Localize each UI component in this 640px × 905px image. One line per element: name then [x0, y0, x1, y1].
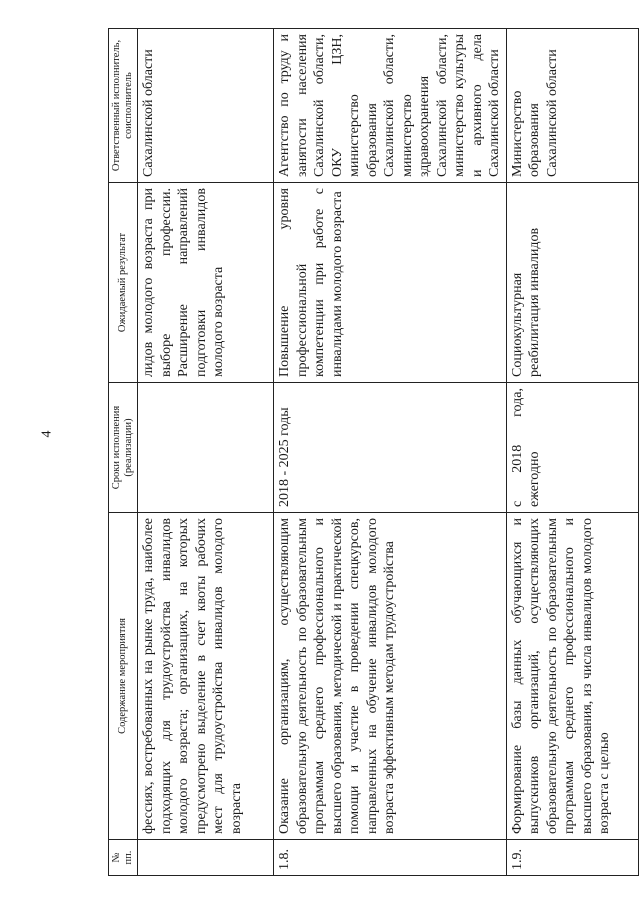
header-responsible: Ответственный исполнитель, соисполнитель: [109, 29, 138, 183]
cell-num: 1.8.: [274, 840, 507, 876]
cell-content: Формирование базы данных обучающихся и выпускников организаций, осуществляющих образовательную деятельность по образовательным программам среднего профессионального и высшего образования, из числа инвалидов молодого возраста с целью: [506, 513, 638, 840]
table-row: [138, 29, 274, 876]
cell-result: Повышение уровня профессиональной компетенции при работе с инвалидами молодого возраста: [274, 183, 507, 383]
cell-responsible: Сахалинской области: [138, 29, 274, 183]
measures-table: [108, 28, 639, 876]
header-content: Содержание мероприятия: [109, 513, 138, 840]
table-row: [506, 29, 638, 876]
header-terms: Сроки исполнения (реализации): [109, 383, 138, 513]
header-num: № пп.: [109, 840, 138, 876]
table-header-row: [109, 29, 138, 876]
rotated-table: [108, 29, 631, 876]
cell-responsible: Министерство образования Сахалинской области: [506, 29, 638, 183]
cell-terms: [138, 383, 274, 513]
table-row: [274, 29, 507, 876]
cell-num: 1.9.: [506, 840, 638, 876]
cell-result: лидов молодого возраста при выборе профессии. Расширение направлений подготовки инвалидов молодого возраста: [138, 183, 274, 383]
header-result: Ожидаемый результат: [109, 183, 138, 383]
cell-terms: 2018 - 2025 годы: [274, 383, 507, 513]
page-number: 4: [39, 430, 55, 438]
cell-num: [138, 840, 274, 876]
cell-content: фессиях, востребованных на рынке труда, наиболее подходящих для трудоустройства инвалидов молодого возраста; организациях, на которых предусмотрено выделение в счет квоты рабочих мест для трудоустройства инвалидов молодого возраста: [138, 513, 274, 840]
cell-result: Социокультурная реабилитация инвалидов: [506, 183, 638, 383]
cell-responsible: Агентство по труду и занятости населения Сахалинской области, ОКУ ЦЗН, министерство образования Сахалинской области, министерство здравоохранения Сахалинской области, министерство культуры и архивного дела Сахалинской области: [274, 29, 507, 183]
cell-content: Оказание организациям, осуществляющим образовательную деятельность по образовательным программам среднего профессионального и высшего образования, методической и практической помощи и участие в проведении спецкурсов, направленных на обучение инвалидов молодого возраста эффективным методам трудоустройства: [274, 513, 507, 840]
cell-terms: с 2018 года, ежегодно: [506, 383, 638, 513]
